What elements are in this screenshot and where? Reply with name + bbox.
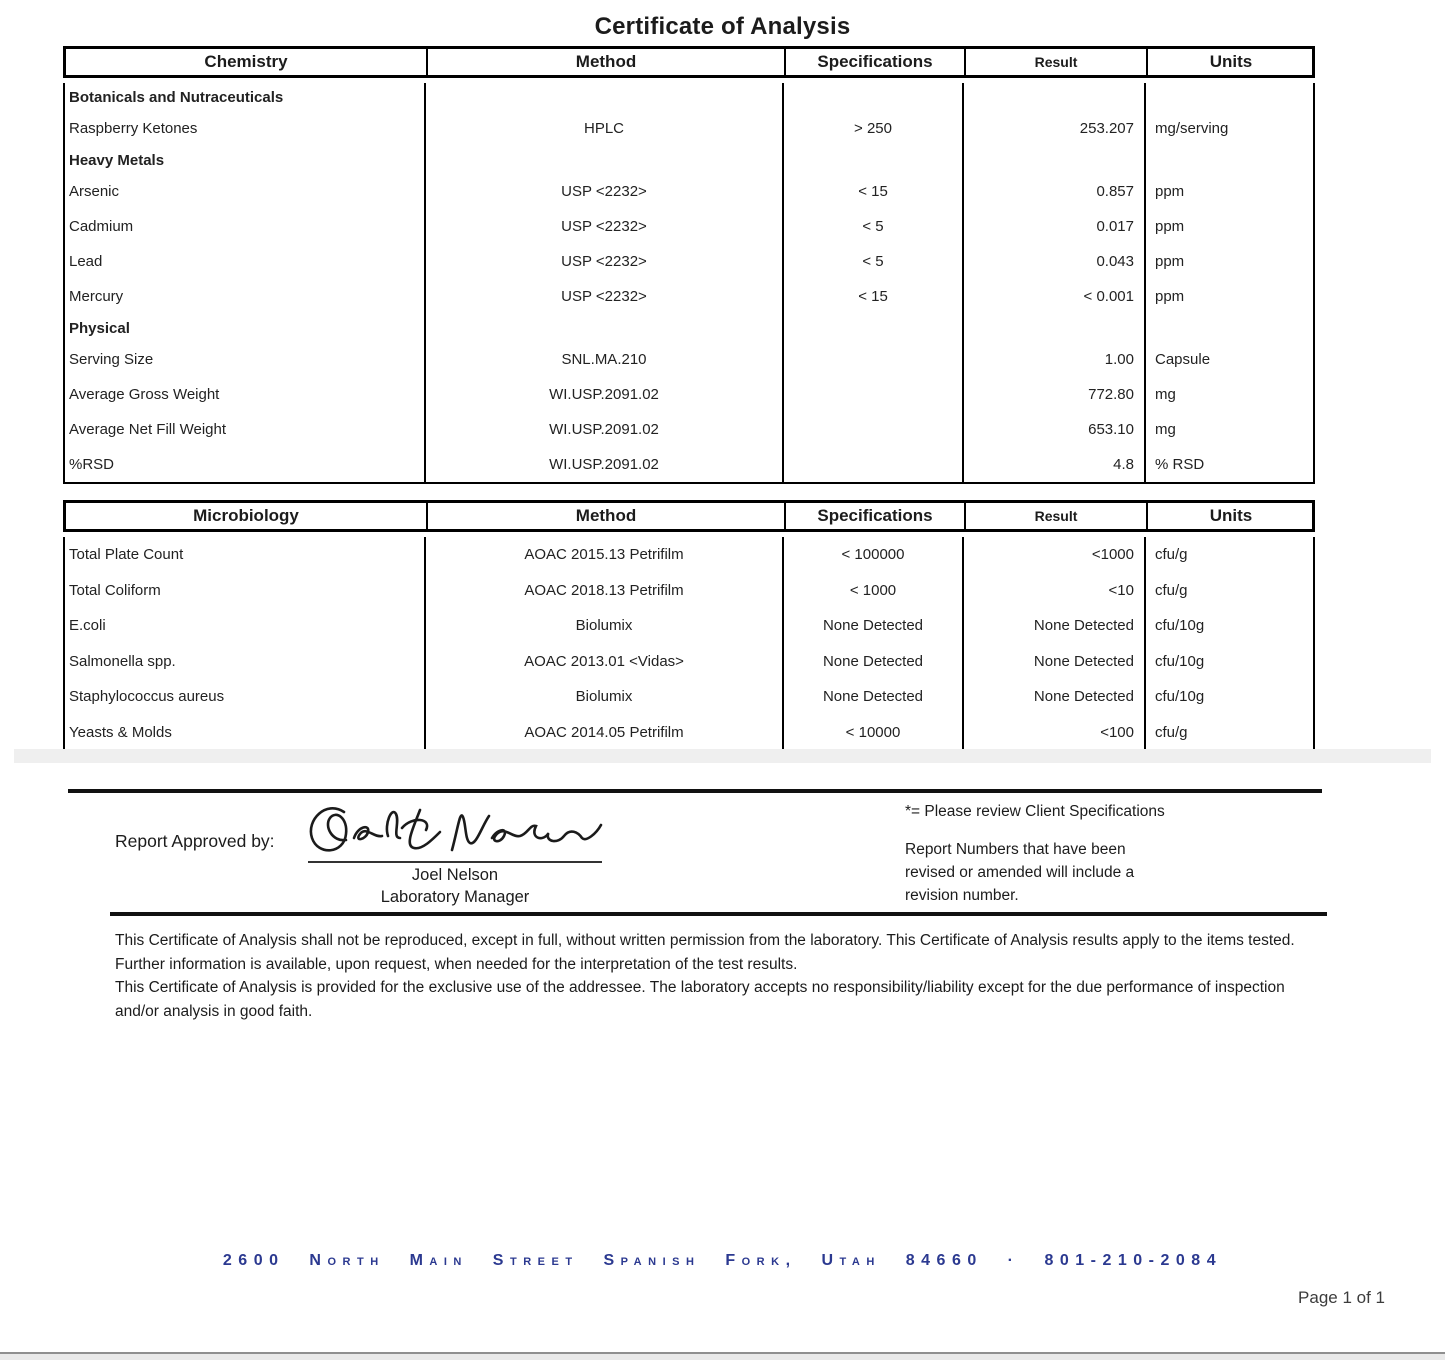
units-cell [1144,83,1313,111]
method-cell [424,314,782,342]
table-row [65,412,1313,447]
method-cell: AOAC 2018.13 Petrifilm [424,573,782,609]
method-cell: USP <2232> [424,244,782,279]
method-cell: USP <2232> [424,209,782,244]
analyte-cell: Botanicals and Nutraceuticals [69,88,284,106]
method-cell: Biolumix [424,679,782,715]
units-cell: mg/serving [1144,111,1313,146]
lab-address: 2600 North Main Street Spanish Fork, Utah 84660 · 801-210-2084 [222,1252,1223,1269]
units-cell [1144,314,1313,342]
method-cell: AOAC 2015.13 Petrifilm [424,537,782,573]
spec-cell: < 15 [782,174,962,209]
table-row [65,679,1313,715]
result-cell: None Detected [962,608,1144,644]
spec-cell: < 10000 [782,715,962,751]
approval-top-rule [68,789,1322,793]
column-header-microbiology: Microbiology [193,506,299,525]
column-header-result: Result [964,49,1146,75]
method-cell: SNL.MA.210 [424,342,782,377]
result-cell: 0.857 [962,174,1144,209]
spec-cell: < 15 [782,279,962,314]
result-cell: < 0.001 [962,279,1144,314]
analyte-cell: Lead [69,253,103,270]
spec-cell: < 5 [782,209,962,244]
method-cell: WI.USP.2091.02 [424,412,782,447]
analyte-cell: Arsenic [69,183,120,200]
spec-cell [782,146,962,174]
result-cell [962,83,1144,111]
units-cell: % RSD [1144,447,1313,482]
spec-cell [782,412,962,447]
report-approved-label: Report Approved by: [115,831,275,851]
method-cell: AOAC 2014.05 Petrifilm [424,715,782,751]
result-cell: 0.043 [962,244,1144,279]
spec-cell: None Detected [782,608,962,644]
table-row [65,174,1313,209]
legal-paragraph-2: This Certificate of Analysis is provided for the exclusive use of the addressee. The laboratory accepts no responsibility/liability except for the due performance of inspection and/or analysis in good faith. [115,979,1285,1020]
legal-paragraph-1: This Certificate of Analysis shall not be reproduced, except in full, without written permission from the laboratory. This Certificate of Analysis results apply to the items tested. Further information is available, upon request, when needed for the interpretation of the test results. [115,932,1295,973]
spec-cell: < 1000 [782,573,962,609]
table-section-row [65,146,1313,174]
page-title: Certificate of Analysis [594,13,851,40]
spec-cell: < 100000 [782,537,962,573]
units-cell: cfu/10g [1144,608,1313,644]
spec-cell [782,83,962,111]
column-header-specifications: Specifications [784,503,964,529]
method-cell: Biolumix [424,608,782,644]
microbiology-table [63,500,1315,752]
method-cell [424,146,782,174]
analyte-cell: %RSD [69,456,115,473]
method-cell: WI.USP.2091.02 [424,377,782,412]
signer-name: Joel Nelson [411,866,499,884]
result-cell: 653.10 [962,412,1144,447]
units-cell: ppm [1144,244,1313,279]
revision-note: Report Numbers that have been revised or amended will include a revision number. [905,841,1135,904]
chemistry-table-header [63,46,1315,78]
table-row [65,111,1313,146]
analyte-cell: Physical [69,319,130,337]
method-cell [424,83,782,111]
units-cell: ppm [1144,209,1313,244]
method-cell: USP <2232> [424,279,782,314]
units-cell: cfu/g [1144,715,1313,751]
page-number: Page 1 of 1 [1298,1288,1385,1307]
spec-cell: None Detected [782,679,962,715]
result-cell: None Detected [962,644,1144,680]
analyte-cell: Yeasts & Molds [69,723,172,741]
result-cell: <100 [962,715,1144,751]
result-cell: 772.80 [962,377,1144,412]
column-header-specifications: Specifications [784,49,964,75]
signer-title: Laboratory Manager [380,888,530,906]
spec-cell [782,447,962,482]
analyte-cell: Total Plate Count [69,546,184,564]
table-row [65,244,1313,279]
units-cell: cfu/10g [1144,644,1313,680]
units-cell [1144,146,1313,174]
spec-cell: > 250 [782,111,962,146]
units-cell: cfu/g [1144,573,1313,609]
analyte-cell: Average Gross Weight [69,386,220,403]
spec-cell: None Detected [782,644,962,680]
result-cell: 4.8 [962,447,1144,482]
column-header-result: Result [964,503,1146,529]
table-row [65,608,1313,644]
analyte-cell: Serving Size [69,351,154,368]
analyte-cell: Total Coliform [69,581,161,599]
spec-cell [782,314,962,342]
spec-cell: < 5 [782,244,962,279]
result-cell: 0.017 [962,209,1144,244]
analyte-cell: E.coli [69,617,106,635]
result-cell: 253.207 [962,111,1144,146]
result-cell: None Detected [962,679,1144,715]
chemistry-table [63,46,1315,484]
units-cell: ppm [1144,174,1313,209]
units-cell: mg [1144,377,1313,412]
analyte-cell: Staphylococcus aureus [69,688,225,706]
result-cell: <10 [962,573,1144,609]
method-cell: AOAC 2013.01 <Vidas> [424,644,782,680]
table-row [65,342,1313,377]
result-cell [962,146,1144,174]
method-cell: WI.USP.2091.02 [424,447,782,482]
analyte-cell: Average Net Fill Weight [69,421,227,438]
method-cell: HPLC [424,111,782,146]
result-cell: <1000 [962,537,1144,573]
page-section-divider [14,749,1431,763]
column-header-chemistry: Chemistry [204,52,288,71]
column-header-method: Method [426,503,784,529]
analyte-cell: Heavy Metals [69,151,165,169]
signature-line [308,861,602,863]
analyte-cell: Raspberry Ketones [69,120,198,137]
table-row [65,537,1313,573]
result-cell [962,314,1144,342]
microbiology-table-body [63,537,1315,752]
analyte-cell: Salmonella spp. [69,652,176,670]
legal-top-rule [110,912,1327,916]
units-cell: cfu/g [1144,537,1313,573]
analyte-cell: Cadmium [69,218,134,235]
signature-image [300,798,610,868]
client-specifications-note: *= Please review Client Specifications [905,803,1165,820]
table-row [65,209,1313,244]
page-bottom-edge [0,1352,1445,1360]
units-cell: ppm [1144,279,1313,314]
column-header-units: Units [1146,49,1314,75]
spec-cell [782,342,962,377]
spec-cell [782,377,962,412]
table-row [65,644,1313,680]
table-section-row [65,314,1313,342]
analyte-cell: Mercury [69,288,124,305]
units-cell: mg [1144,412,1313,447]
column-header-method: Method [426,49,784,75]
table-row [65,447,1313,482]
table-row [65,573,1313,609]
units-cell: cfu/10g [1144,679,1313,715]
units-cell: Capsule [1144,342,1313,377]
method-cell: USP <2232> [424,174,782,209]
table-row [65,715,1313,751]
table-section-row [65,83,1313,111]
column-header-units: Units [1146,503,1314,529]
legal-disclaimer [115,929,1305,1023]
microbiology-table-header [63,500,1315,532]
result-cell: 1.00 [962,342,1144,377]
table-row [65,279,1313,314]
chemistry-table-body [63,83,1315,484]
table-row [65,377,1313,412]
